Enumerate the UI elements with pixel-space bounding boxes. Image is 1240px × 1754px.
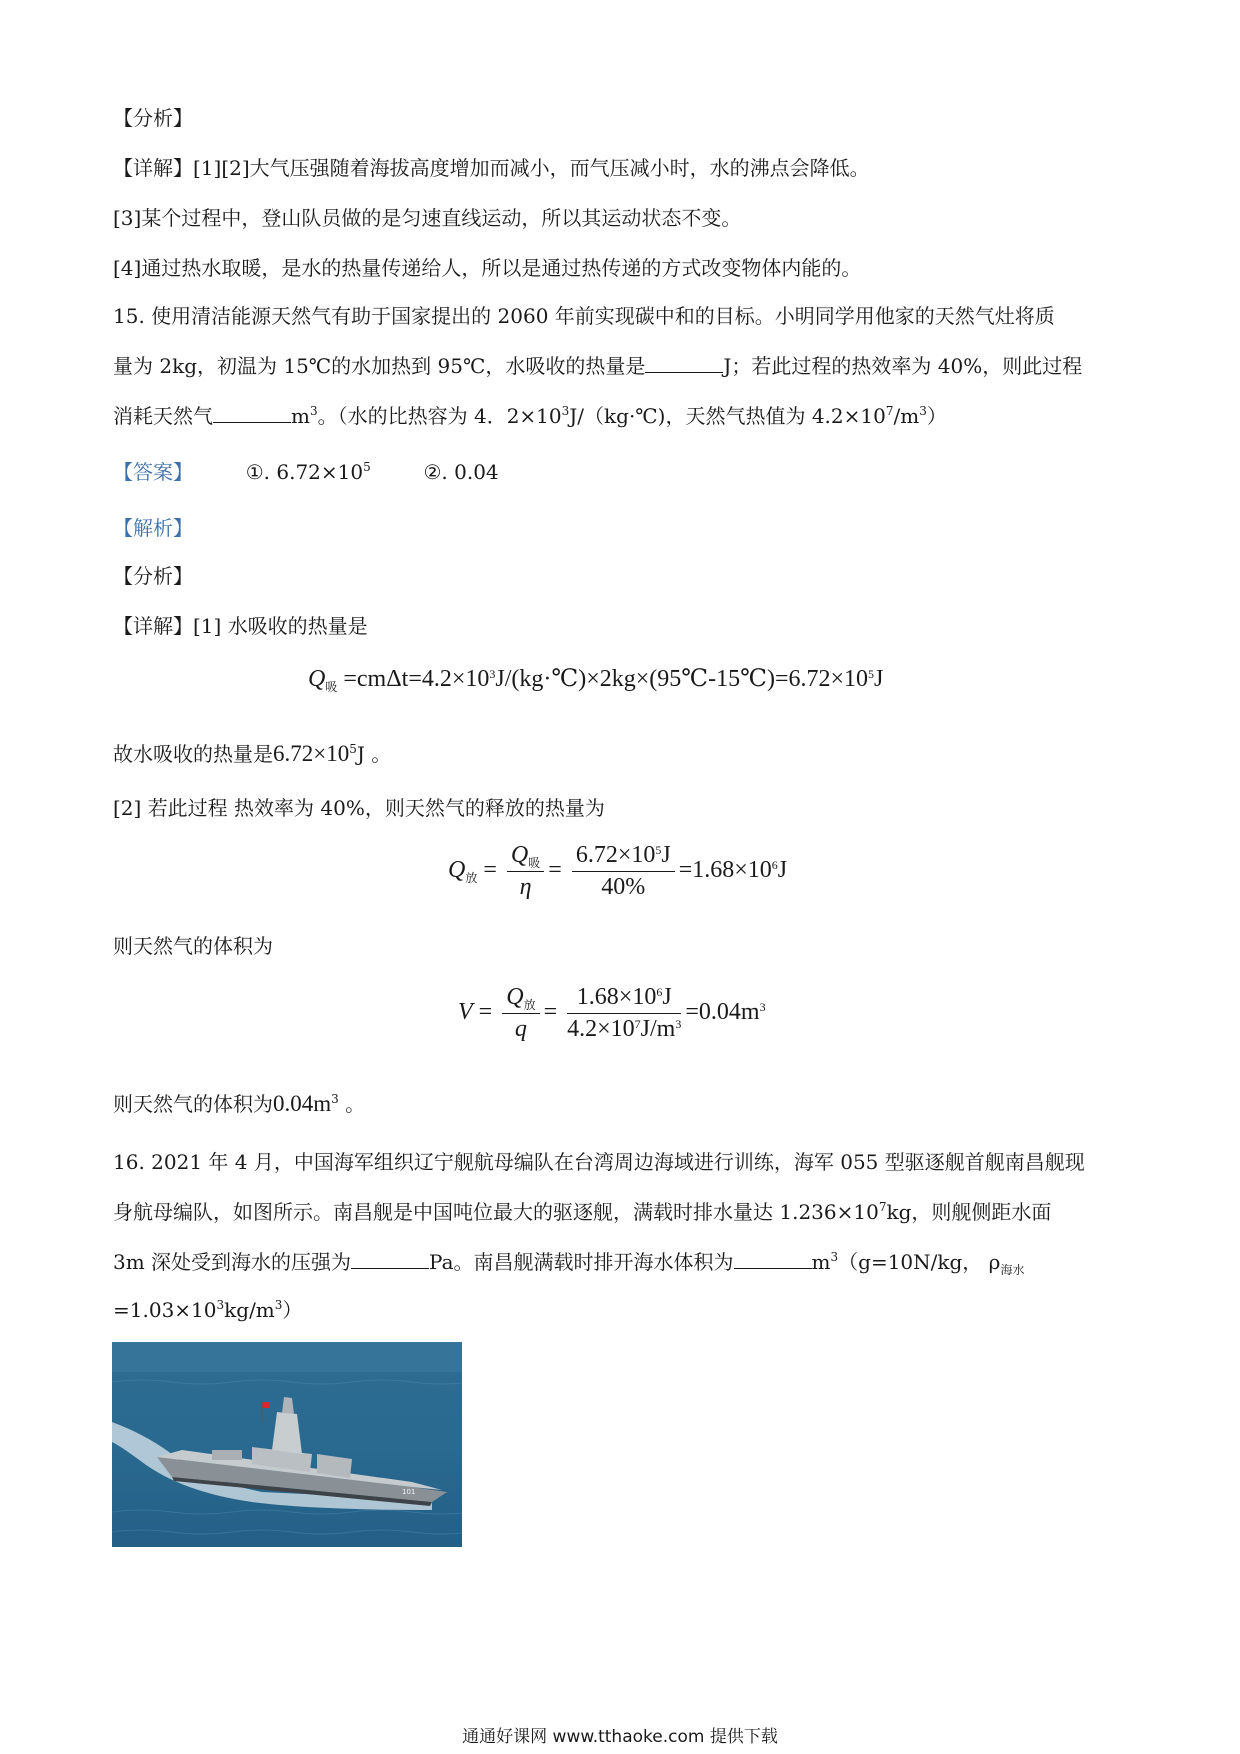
stem-text: 消耗天然气	[113, 404, 213, 428]
conclusion-unit: J 。	[356, 742, 392, 766]
stem-text: 身航母编队，如图所示。南昌舰是中国吨位最大的驱逐舰，满载时排水量达 1.236×10	[113, 1200, 879, 1224]
answer-label: 【答案】	[113, 460, 193, 484]
equation-volume: V = $\frac{Q_放}{q}$ = $\frac{1.68\times 10^6J}{4.2\times 10^7J/m^3}$ $=0.04m^3$	[458, 984, 766, 1042]
eq3-numerator: 1.68×10	[576, 984, 657, 1010]
eq1-part: J	[874, 666, 884, 692]
q14-detail-line2: [3]某个过程中，登山队员做的是匀速直线运动，所以其运动状态不变。	[113, 206, 742, 230]
q15-detail1	[113, 612, 368, 640]
eq3-denominator-exponent: 7	[634, 1017, 641, 1031]
q15-detail2: [2] 若此过程 热效率为 40%，则天然气的释放的热量为	[113, 796, 605, 820]
eq2-numerator: 6.72×10	[575, 842, 656, 868]
eq3-result: =0.04m	[685, 999, 760, 1026]
eq2-denominator: 40%	[601, 874, 646, 900]
answer-blank	[645, 352, 723, 373]
q16-stem-line3: 3m 深处受到海水的压强为 Pa。南昌舰满载时排开海水体积为 $m^3(g=10N/kg$， $\rho_{海水}$	[113, 1250, 1025, 1277]
q16-stem-line1: 16. 2021 年 4 月，中国海军组织辽宁舰航母编队在台湾周边海域进行训练，海军 055 型驱逐舰首舰南昌舰现	[113, 1150, 1085, 1174]
stem-text: Pa。南昌舰满载时排开海水体积为	[429, 1250, 734, 1274]
q15-analysis-label: 【分析】	[113, 564, 193, 588]
detail-text: [1] 水吸收的热量是	[193, 614, 368, 638]
eq1-part: =cmΔt=4.2×10	[343, 666, 490, 692]
fraction-q-over-eta: $\frac{Q_吸}{\eta}$	[507, 842, 544, 901]
fraction-q-over-q: $\frac{Q_放}{q}$	[502, 984, 539, 1043]
fraction-volume-value: $\frac{1.68\times 10^6J}{4.2\times 10^7J/m^3}$	[567, 984, 682, 1042]
fraction-value: $\frac{6.72\times 10^5J}{40\%}$	[572, 842, 675, 901]
eq3-numerator-exponent: 6	[656, 985, 663, 999]
eq3-denominator-unit: J/m	[640, 1016, 676, 1042]
eq2-result-exponent: 6	[771, 858, 778, 873]
q15-volume-intro: 则天然气的体积为	[113, 934, 273, 958]
page-footer: 通通好课网 www.tthaoke.com 提供下载	[462, 1727, 778, 1747]
stem-text: kg，则舰侧距水面	[886, 1200, 1052, 1224]
eq1-part: J/(kg·℃)×2kg×(95℃-15℃)=6.72×10	[495, 666, 869, 692]
stem-exponent: 7	[878, 1200, 887, 1214]
conclusion-text: 则天然气的体积为	[113, 1092, 273, 1116]
stem-text: 量为 2kg，初温为 15℃的水加热到 95℃，水吸收的热量是	[113, 354, 646, 378]
answer-blank	[351, 1248, 429, 1269]
conclusion-value: 6.72×10	[273, 741, 350, 766]
stem-text: （g=10N/kg， ρ	[838, 1250, 1001, 1274]
answer-blank	[213, 402, 291, 423]
q14-detail-line3: [4]通过热水取暖，是水的热量传递给人，所以是通过热传递的方式改变物体内能的。	[113, 256, 862, 280]
conclusion-text: 故水吸收的热量是	[113, 742, 273, 766]
q15-jiexi-label: 【解析】	[113, 516, 193, 540]
stem-text: kg/m	[224, 1298, 275, 1322]
stem-text: m	[811, 1250, 831, 1274]
stem-text: ）	[926, 404, 947, 428]
equation-heat-absorbed: $Q_吸$ $=cm\Delta t=4.2\times 10^3J/(kg\cdot℃)\times 2kg\times(95℃-15℃)=6.72\times 10^5J$	[308, 666, 884, 694]
stem-text: m	[291, 404, 310, 428]
stem-subscript: 海水	[1000, 1263, 1025, 1277]
eq3-denominator: 4.2×10	[567, 1016, 635, 1042]
stem-text: 。（水的比热容为 4．2×10	[317, 404, 562, 428]
stem-exponent: 3	[216, 1298, 225, 1312]
q16-stem-line2	[113, 1198, 1051, 1229]
svg-text:101: 101	[402, 1488, 416, 1496]
stem-text: 3m 深处受到海水的压强为	[113, 1250, 352, 1274]
q14-detail-line1	[113, 154, 870, 182]
q15-conclusion1: 故水吸收的热量是$6.72\times 10^5J$ 。	[113, 741, 392, 766]
q16-stem-line4: $=1.03\times 10^3kg/m^3$）	[113, 1298, 303, 1322]
stem-text: ）	[282, 1298, 303, 1322]
stem-text: J/（kg·℃)，天然气热值为 4.2×10	[569, 404, 886, 428]
destroyer-ship-photo	[112, 1342, 462, 1547]
answer-1: ①. 6.72×10	[245, 460, 364, 484]
q15-answer-line	[113, 458, 499, 489]
q15-stem-line2	[113, 352, 1082, 380]
answer-2: ②. 0.04	[423, 460, 499, 484]
stem-text: J；若此过程的热效率为 40%，则此过程	[723, 354, 1083, 378]
stem-text: /m	[893, 404, 920, 428]
conclusion-end: 。	[338, 1092, 366, 1116]
q15-stem-line1: 15. 使用清洁能源天然气有助于国家提出的 2060 年前实现碳中和的目标。小明同学用他家的天然气灶将质	[113, 304, 1055, 328]
q15-stem-line3: 消耗天然气 $m^3$。（水的比热容为 4．$2\times 10^3J/(kg\cdot℃)$，天然气热值为 $4.2\times 10^7/m^3$）	[113, 404, 947, 428]
eq2-result: =1.68×10	[678, 857, 772, 884]
detail-text: [1][2]大气压强随着海拔高度增加而减小，而气压减小时，水的沸点会降低。	[193, 156, 870, 180]
q15-conclusion2: 则天然气的体积为$0.04m^3$ 。	[113, 1091, 366, 1116]
equation-heat-released: $Q_放$ = $\frac{Q_吸}{\eta}$ = $\frac{6.72\times 10^5J}{40\%}$ $=1.68\times 10^6J$	[448, 842, 788, 900]
stem-text: =1.03×10	[113, 1298, 217, 1322]
answer-blank	[734, 1248, 812, 1269]
conclusion-value: 0.04m	[273, 1091, 332, 1116]
answer-1-exponent: 5	[363, 460, 371, 474]
q14-analysis-label: 【分析】	[113, 106, 193, 130]
detail-label: 【详解】	[113, 156, 193, 180]
detail-label: 【详解】	[113, 614, 193, 638]
